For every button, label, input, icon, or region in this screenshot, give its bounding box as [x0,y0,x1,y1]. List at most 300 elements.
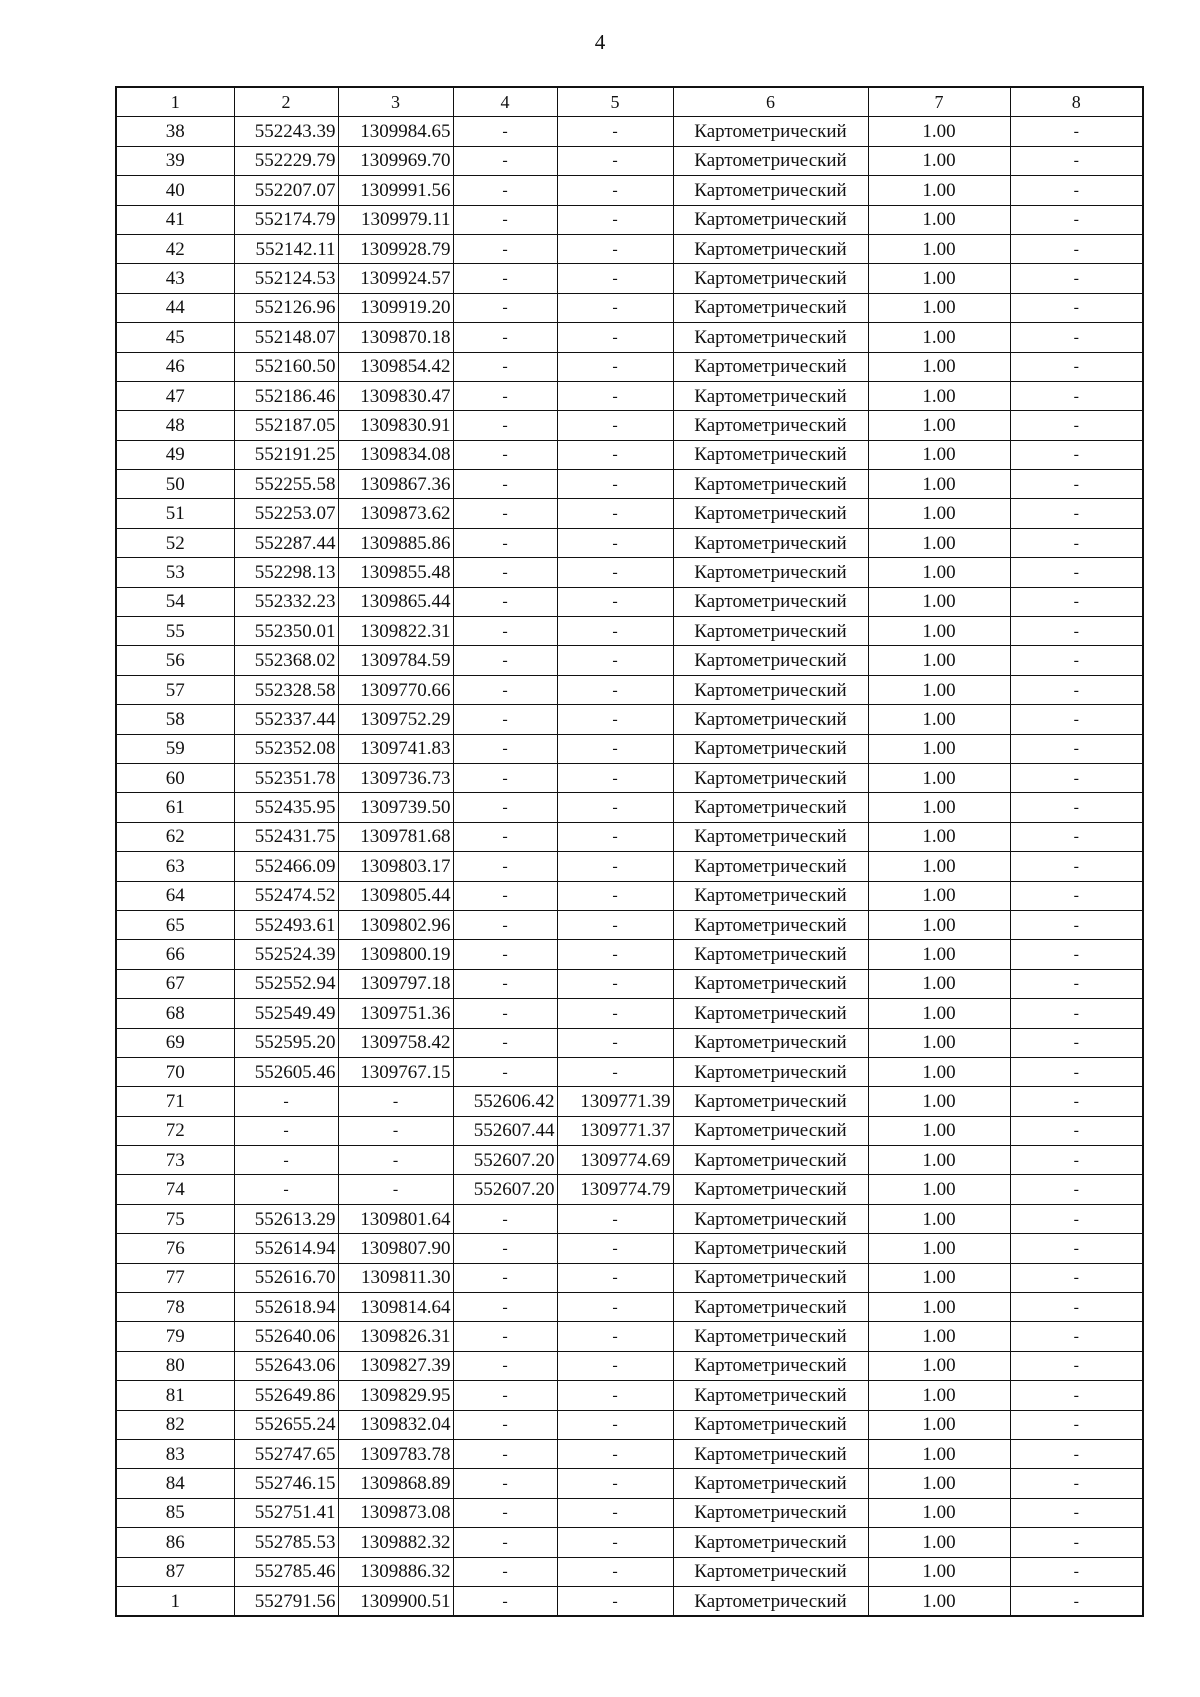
note-cell: - [1010,293,1143,322]
x-coordinate-cell: 552207.07 [234,176,338,205]
x-coordinate-alt-cell: - [453,1381,557,1410]
table-row [116,1146,1143,1175]
note-cell: - [1010,146,1143,175]
y-coordinate-cell: 1309811.30 [338,1263,453,1292]
method-cell: Картометрический [673,1528,868,1557]
method-cell: Картометрический [673,1028,868,1057]
y-coordinate-alt-cell: 1309771.37 [557,1116,673,1145]
accuracy-cell: 1.00 [868,1146,1010,1175]
y-coordinate-alt-cell: - [557,205,673,234]
y-coordinate-cell: 1309867.36 [338,470,453,499]
y-coordinate-cell: 1309830.47 [338,381,453,410]
y-coordinate-cell: 1309736.73 [338,763,453,792]
table-row [116,1087,1143,1116]
method-cell: Картометрический [673,146,868,175]
accuracy-cell: 1.00 [868,440,1010,469]
note-cell: - [1010,1263,1143,1292]
table-row [116,763,1143,792]
x-coordinate-alt-cell: - [453,617,557,646]
table-row [116,558,1143,587]
y-coordinate-cell: 1309781.68 [338,822,453,851]
y-coordinate-cell: 1309758.42 [338,1028,453,1057]
note-cell: - [1010,1087,1143,1116]
y-coordinate-alt-cell: - [557,1057,673,1086]
point-number-cell: 41 [116,205,234,234]
table-row [116,1204,1143,1233]
y-coordinate-alt-cell: - [557,1586,673,1616]
x-coordinate-cell: 552466.09 [234,852,338,881]
x-coordinate-cell: 552328.58 [234,675,338,704]
y-coordinate-cell: 1309900.51 [338,1586,453,1616]
y-coordinate-cell: 1309984.65 [338,117,453,146]
table-row [116,499,1143,528]
y-coordinate-cell: 1309803.17 [338,852,453,881]
method-cell: Картометрический [673,1116,868,1145]
x-coordinate-cell: 552613.29 [234,1204,338,1233]
note-cell: - [1010,1557,1143,1586]
y-coordinate-alt-cell: - [557,587,673,616]
y-coordinate-cell: 1309826.31 [338,1322,453,1351]
y-coordinate-alt-cell: - [557,1498,673,1527]
x-coordinate-alt-cell: - [453,205,557,234]
point-number-cell: 68 [116,999,234,1028]
y-coordinate-cell: 1309830.91 [338,411,453,440]
note-cell: - [1010,1498,1143,1527]
y-coordinate-cell: 1309797.18 [338,969,453,998]
x-coordinate-cell: 552255.58 [234,470,338,499]
y-coordinate-alt-cell: - [557,910,673,939]
x-coordinate-cell: 552643.06 [234,1351,338,1380]
accuracy-cell: 1.00 [868,675,1010,704]
x-coordinate-alt-cell: - [453,470,557,499]
x-coordinate-alt-cell: - [453,1439,557,1468]
note-cell: - [1010,323,1143,352]
x-coordinate-alt-cell: - [453,1351,557,1380]
x-coordinate-alt-cell: - [453,528,557,557]
point-number-cell: 39 [116,146,234,175]
method-cell: Картометрический [673,1351,868,1380]
x-coordinate-cell: 552351.78 [234,763,338,792]
point-number-cell: 53 [116,558,234,587]
y-coordinate-cell: 1309801.64 [338,1204,453,1233]
note-cell: - [1010,381,1143,410]
table-row [116,1293,1143,1322]
accuracy-cell: 1.00 [868,1322,1010,1351]
y-coordinate-alt-cell: - [557,705,673,734]
table-row [116,1469,1143,1498]
point-number-cell: 63 [116,852,234,881]
method-cell: Картометрический [673,499,868,528]
point-number-cell: 44 [116,293,234,322]
x-coordinate-cell: 552186.46 [234,381,338,410]
method-cell: Картометрический [673,617,868,646]
accuracy-cell: 1.00 [868,146,1010,175]
x-coordinate-alt-cell: - [453,1410,557,1439]
y-coordinate-alt-cell: 1309774.79 [557,1175,673,1204]
note-cell: - [1010,646,1143,675]
method-cell: Картометрический [673,1381,868,1410]
method-cell: Картометрический [673,528,868,557]
x-coordinate-cell: 552124.53 [234,264,338,293]
accuracy-cell: 1.00 [868,1528,1010,1557]
note-cell: - [1010,1028,1143,1057]
method-cell: Картометрический [673,1557,868,1586]
x-coordinate-cell: 552191.25 [234,440,338,469]
x-coordinate-alt-cell: - [453,910,557,939]
y-coordinate-cell: 1309751.36 [338,999,453,1028]
x-coordinate-alt-cell: - [453,264,557,293]
note-cell: - [1010,499,1143,528]
point-number-cell: 71 [116,1087,234,1116]
method-cell: Картометрический [673,999,868,1028]
table-row [116,1528,1143,1557]
point-number-cell: 1 [116,1586,234,1616]
y-coordinate-alt-cell: - [557,940,673,969]
method-cell: Картометрический [673,1057,868,1086]
x-coordinate-cell: 552174.79 [234,205,338,234]
note-cell: - [1010,763,1143,792]
y-coordinate-cell: 1309919.20 [338,293,453,322]
y-coordinate-cell: 1309855.48 [338,558,453,587]
accuracy-cell: 1.00 [868,470,1010,499]
point-number-cell: 52 [116,528,234,557]
y-coordinate-alt-cell: - [557,734,673,763]
y-coordinate-cell: - [338,1146,453,1175]
note-cell: - [1010,264,1143,293]
note-cell: - [1010,205,1143,234]
x-coordinate-alt-cell: - [453,587,557,616]
x-coordinate-cell: 552160.50 [234,352,338,381]
table-row [116,1263,1143,1292]
accuracy-cell: 1.00 [868,352,1010,381]
y-coordinate-alt-cell: 1309774.69 [557,1146,673,1175]
accuracy-cell: 1.00 [868,617,1010,646]
accuracy-cell: 1.00 [868,763,1010,792]
y-coordinate-cell: 1309873.08 [338,1498,453,1527]
point-number-cell: 74 [116,1175,234,1204]
accuracy-cell: 1.00 [868,1263,1010,1292]
x-coordinate-alt-cell: - [453,852,557,881]
accuracy-cell: 1.00 [868,1234,1010,1263]
point-number-cell: 64 [116,881,234,910]
table-row [116,264,1143,293]
x-coordinate-cell: 552350.01 [234,617,338,646]
y-coordinate-alt-cell: - [557,1293,673,1322]
x-coordinate-cell: 552595.20 [234,1028,338,1057]
table-row [116,705,1143,734]
note-cell: - [1010,1116,1143,1145]
method-cell: Картометрический [673,1234,868,1263]
method-cell: Картометрический [673,1322,868,1351]
x-coordinate-alt-cell: - [453,646,557,675]
x-coordinate-cell: 552493.61 [234,910,338,939]
note-cell: - [1010,881,1143,910]
table-row [116,1381,1143,1410]
method-cell: Картометрический [673,1204,868,1233]
point-number-cell: 84 [116,1469,234,1498]
point-number-cell: 83 [116,1439,234,1468]
column-header: 5 [557,87,673,117]
point-number-cell: 75 [116,1204,234,1233]
method-cell: Картометрический [673,1293,868,1322]
point-number-cell: 56 [116,646,234,675]
x-coordinate-alt-cell: - [453,822,557,851]
point-number-cell: 38 [116,117,234,146]
point-number-cell: 46 [116,352,234,381]
method-cell: Картометрический [673,1175,868,1204]
x-coordinate-alt-cell: - [453,763,557,792]
note-cell: - [1010,1322,1143,1351]
x-coordinate-cell: 552785.46 [234,1557,338,1586]
x-coordinate-alt-cell: - [453,1586,557,1616]
x-coordinate-alt-cell: 552606.42 [453,1087,557,1116]
accuracy-cell: 1.00 [868,264,1010,293]
method-cell: Картометрический [673,1469,868,1498]
coordinates-table [115,86,1144,1617]
point-number-cell: 69 [116,1028,234,1057]
x-coordinate-alt-cell: - [453,117,557,146]
x-coordinate-cell: 552435.95 [234,793,338,822]
x-coordinate-alt-cell: - [453,293,557,322]
page-number: 4 [594,30,606,54]
note-cell: - [1010,999,1143,1028]
y-coordinate-alt-cell: - [557,234,673,263]
y-coordinate-cell: 1309739.50 [338,793,453,822]
accuracy-cell: 1.00 [868,910,1010,939]
x-coordinate-alt-cell: - [453,499,557,528]
method-cell: Картометрический [673,1263,868,1292]
method-cell: Картометрический [673,352,868,381]
note-cell: - [1010,352,1143,381]
accuracy-cell: 1.00 [868,117,1010,146]
table-row [116,205,1143,234]
point-number-cell: 48 [116,411,234,440]
x-coordinate-cell: 552524.39 [234,940,338,969]
method-cell: Картометрический [673,587,868,616]
y-coordinate-alt-cell: - [557,852,673,881]
x-coordinate-alt-cell: - [453,323,557,352]
x-coordinate-alt-cell: - [453,352,557,381]
x-coordinate-alt-cell: - [453,381,557,410]
y-coordinate-alt-cell: - [557,1322,673,1351]
y-coordinate-alt-cell: - [557,1381,673,1410]
x-coordinate-alt-cell: - [453,176,557,205]
y-coordinate-alt-cell: - [557,1204,673,1233]
x-coordinate-alt-cell: 552607.20 [453,1175,557,1204]
point-number-cell: 40 [116,176,234,205]
x-coordinate-cell: 552142.11 [234,234,338,263]
method-cell: Картометрический [673,646,868,675]
column-header: 1 [116,87,234,117]
table-row [116,176,1143,205]
y-coordinate-alt-cell: - [557,1351,673,1380]
x-coordinate-alt-cell: - [453,705,557,734]
x-coordinate-cell: 552332.23 [234,587,338,616]
y-coordinate-cell: 1309814.64 [338,1293,453,1322]
x-coordinate-cell: - [234,1146,338,1175]
table-row [116,734,1143,763]
y-coordinate-cell: 1309752.29 [338,705,453,734]
accuracy-cell: 1.00 [868,293,1010,322]
point-number-cell: 58 [116,705,234,734]
x-coordinate-alt-cell: - [453,1057,557,1086]
point-number-cell: 85 [116,1498,234,1527]
accuracy-cell: 1.00 [868,852,1010,881]
y-coordinate-alt-cell: - [557,1410,673,1439]
note-cell: - [1010,793,1143,822]
note-cell: - [1010,440,1143,469]
note-cell: - [1010,176,1143,205]
y-coordinate-cell: 1309783.78 [338,1439,453,1468]
point-number-cell: 67 [116,969,234,998]
y-coordinate-cell: 1309832.04 [338,1410,453,1439]
column-header: 8 [1010,87,1143,117]
y-coordinate-alt-cell: - [557,881,673,910]
y-coordinate-alt-cell: - [557,999,673,1028]
table-row [116,293,1143,322]
accuracy-cell: 1.00 [868,969,1010,998]
x-coordinate-cell: 552368.02 [234,646,338,675]
method-cell: Картометрический [673,440,868,469]
y-coordinate-alt-cell: - [557,528,673,557]
y-coordinate-cell: 1309868.89 [338,1469,453,1498]
note-cell: - [1010,528,1143,557]
x-coordinate-alt-cell: - [453,940,557,969]
point-number-cell: 81 [116,1381,234,1410]
x-coordinate-cell: 552298.13 [234,558,338,587]
y-coordinate-cell: 1309979.11 [338,205,453,234]
y-coordinate-alt-cell: - [557,499,673,528]
y-coordinate-alt-cell: - [557,1263,673,1292]
x-coordinate-cell: 552474.52 [234,881,338,910]
y-coordinate-alt-cell: - [557,1528,673,1557]
x-coordinate-cell: 552618.94 [234,1293,338,1322]
note-cell: - [1010,1234,1143,1263]
x-coordinate-cell: 552747.65 [234,1439,338,1468]
method-cell: Картометрический [673,675,868,704]
x-coordinate-cell: 552640.06 [234,1322,338,1351]
x-coordinate-cell: 552431.75 [234,822,338,851]
y-coordinate-alt-cell: - [557,969,673,998]
note-cell: - [1010,411,1143,440]
accuracy-cell: 1.00 [868,734,1010,763]
y-coordinate-cell: 1309991.56 [338,176,453,205]
x-coordinate-alt-cell: - [453,675,557,704]
note-cell: - [1010,1439,1143,1468]
accuracy-cell: 1.00 [868,176,1010,205]
table-row [116,1586,1143,1616]
y-coordinate-alt-cell: - [557,1557,673,1586]
method-cell: Картометрический [673,1146,868,1175]
x-coordinate-cell: 552605.46 [234,1057,338,1086]
accuracy-cell: 1.00 [868,558,1010,587]
accuracy-cell: 1.00 [868,1087,1010,1116]
point-number-cell: 82 [116,1410,234,1439]
table-row [116,234,1143,263]
method-cell: Картометрический [673,763,868,792]
accuracy-cell: 1.00 [868,1293,1010,1322]
x-coordinate-alt-cell: - [453,558,557,587]
table-row [116,675,1143,704]
point-number-cell: 87 [116,1557,234,1586]
accuracy-cell: 1.00 [868,1410,1010,1439]
accuracy-cell: 1.00 [868,234,1010,263]
y-coordinate-cell: - [338,1087,453,1116]
x-coordinate-alt-cell: - [453,411,557,440]
point-number-cell: 73 [116,1146,234,1175]
note-cell: - [1010,1351,1143,1380]
y-coordinate-cell: 1309873.62 [338,499,453,528]
x-coordinate-cell: 552253.07 [234,499,338,528]
x-coordinate-cell: 552229.79 [234,146,338,175]
x-coordinate-alt-cell: - [453,234,557,263]
note-cell: - [1010,852,1143,881]
method-cell: Картометрический [673,381,868,410]
note-cell: - [1010,1410,1143,1439]
accuracy-cell: 1.00 [868,1204,1010,1233]
x-coordinate-alt-cell: - [453,1557,557,1586]
note-cell: - [1010,1204,1143,1233]
table-row [116,440,1143,469]
y-coordinate-alt-cell: - [557,1234,673,1263]
accuracy-cell: 1.00 [868,205,1010,234]
method-cell: Картометрический [673,852,868,881]
y-coordinate-alt-cell: - [557,411,673,440]
x-coordinate-cell: 552655.24 [234,1410,338,1439]
x-coordinate-cell: 552746.15 [234,1469,338,1498]
accuracy-cell: 1.00 [868,793,1010,822]
point-number-cell: 65 [116,910,234,939]
method-cell: Картометрический [673,470,868,499]
method-cell: Картометрический [673,176,868,205]
x-coordinate-alt-cell: - [453,1293,557,1322]
point-number-cell: 42 [116,234,234,263]
accuracy-cell: 1.00 [868,1057,1010,1086]
note-cell: - [1010,734,1143,763]
table-row [116,146,1143,175]
x-coordinate-alt-cell: - [453,1028,557,1057]
note-cell: - [1010,1469,1143,1498]
y-coordinate-alt-cell: - [557,793,673,822]
y-coordinate-alt-cell: - [557,264,673,293]
point-number-cell: 72 [116,1116,234,1145]
note-cell: - [1010,1586,1143,1616]
x-coordinate-alt-cell: - [453,1322,557,1351]
accuracy-cell: 1.00 [868,705,1010,734]
x-coordinate-cell: 552187.05 [234,411,338,440]
x-coordinate-alt-cell: - [453,1469,557,1498]
y-coordinate-cell: 1309807.90 [338,1234,453,1263]
point-number-cell: 55 [116,617,234,646]
accuracy-cell: 1.00 [868,1498,1010,1527]
note-cell: - [1010,117,1143,146]
table-body [116,117,1143,1616]
x-coordinate-cell: 552751.41 [234,1498,338,1527]
x-coordinate-alt-cell: - [453,1234,557,1263]
y-coordinate-alt-cell: - [557,381,673,410]
y-coordinate-alt-cell: - [557,293,673,322]
x-coordinate-cell: 552549.49 [234,999,338,1028]
method-cell: Картометрический [673,411,868,440]
y-coordinate-cell: 1309882.32 [338,1528,453,1557]
method-cell: Картометрический [673,558,868,587]
y-coordinate-alt-cell: - [557,1439,673,1468]
table-row [116,1498,1143,1527]
x-coordinate-alt-cell: - [453,1204,557,1233]
table-row [116,1057,1143,1086]
x-coordinate-alt-cell: - [453,1263,557,1292]
table-row [116,1234,1143,1263]
